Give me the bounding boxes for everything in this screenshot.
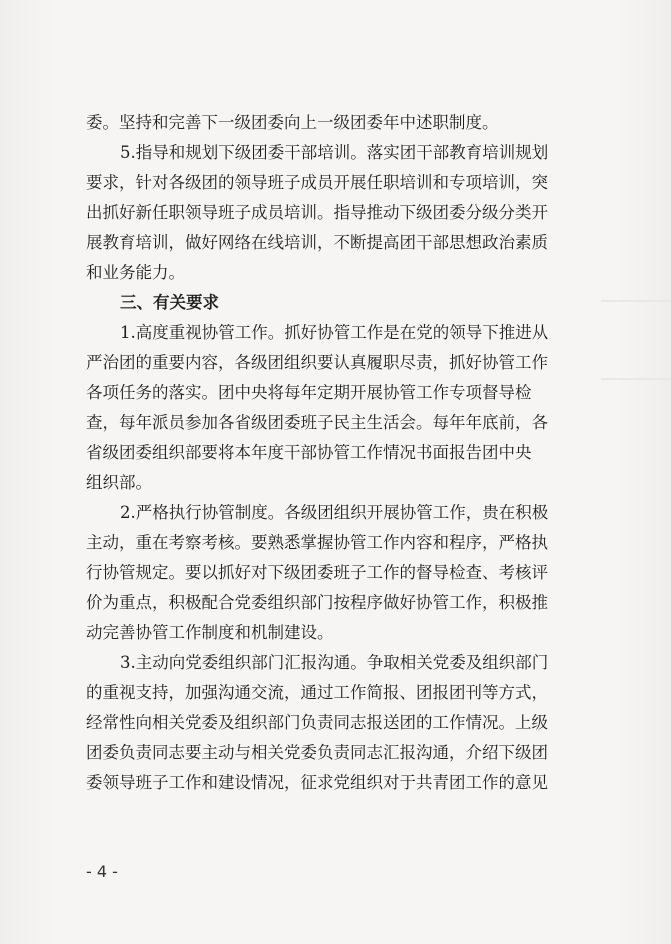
- text-line: 1.高度重视协管工作。抓好协管工作是在党的领导下推进从: [120, 323, 549, 342]
- text-line: 经常性向相关党委及组织部门负责同志报送团的工作情况。上级: [86, 713, 548, 732]
- text-line: 2.严格执行协管制度。各级团组织开展协管工作，贵在积极: [120, 503, 549, 522]
- document-body: [86, 108, 586, 798]
- text-line: 5.指导和规划下级团委干部培训。落实团干部教育培训规划: [120, 143, 549, 162]
- text-line: 各项任务的落实。团中央将每年定期开展协管工作专项督导检: [86, 383, 532, 402]
- text-line: 查，每年派员参加各省级团委班子民主生活会。每年年底前，各: [86, 413, 548, 432]
- text-line: 动完善协管工作制度和机制建设。: [86, 623, 334, 642]
- text-line: 出抓好新任职领导班子成员培训。指导推动下级团委分级分类开: [86, 203, 548, 222]
- text-line: 要求，针对各级团的领导班子成员开展任职培训和专项培训，突: [86, 173, 548, 192]
- text-line: 团委负责同志要主动与相关党委负责同志汇报沟通，介绍下级团: [86, 743, 548, 762]
- text-line: 省级团委组织部要将本年度干部协管工作情况书面报告团中央: [86, 443, 532, 462]
- text-line: 3.主动向党委组织部门汇报沟通。争取相关党委及组织部门: [120, 653, 549, 672]
- text-line: 严治团的重要内容，各级团组织要认真履职尽责，抓好协管工作: [86, 353, 548, 372]
- text-line: 展教育培训，做好网络在线培训，不断提高团干部思想政治素质: [86, 233, 548, 252]
- text-line: 的重视支持，加强沟通交流，通过工作简报、团报团刊等方式，: [86, 683, 548, 702]
- section-heading: 三、有关要求: [120, 293, 219, 312]
- bleed-through-mark: [601, 378, 671, 380]
- text-line: 委。坚持和完善下一级团委向上一级团委年中述职制度。: [86, 113, 499, 132]
- text-line: 组织部。: [86, 473, 152, 492]
- text-line: 行协管规定。要以抓好对下级团委班子工作的督导检查、考核评: [86, 563, 548, 582]
- bleed-through-mark: [601, 300, 671, 302]
- page-number: - 4 -: [86, 862, 118, 881]
- text-line: 价为重点，积极配合党委组织部门按程序做好协管工作，积极推: [86, 593, 548, 612]
- text-line: 主动，重在考察考核。要熟悉掌握协管工作内容和程序，严格执: [86, 533, 548, 552]
- text-line: 委领导班子工作和建设情况，征求党组织对于共青团工作的意见: [86, 773, 548, 792]
- text-line: 和业务能力。: [86, 263, 185, 282]
